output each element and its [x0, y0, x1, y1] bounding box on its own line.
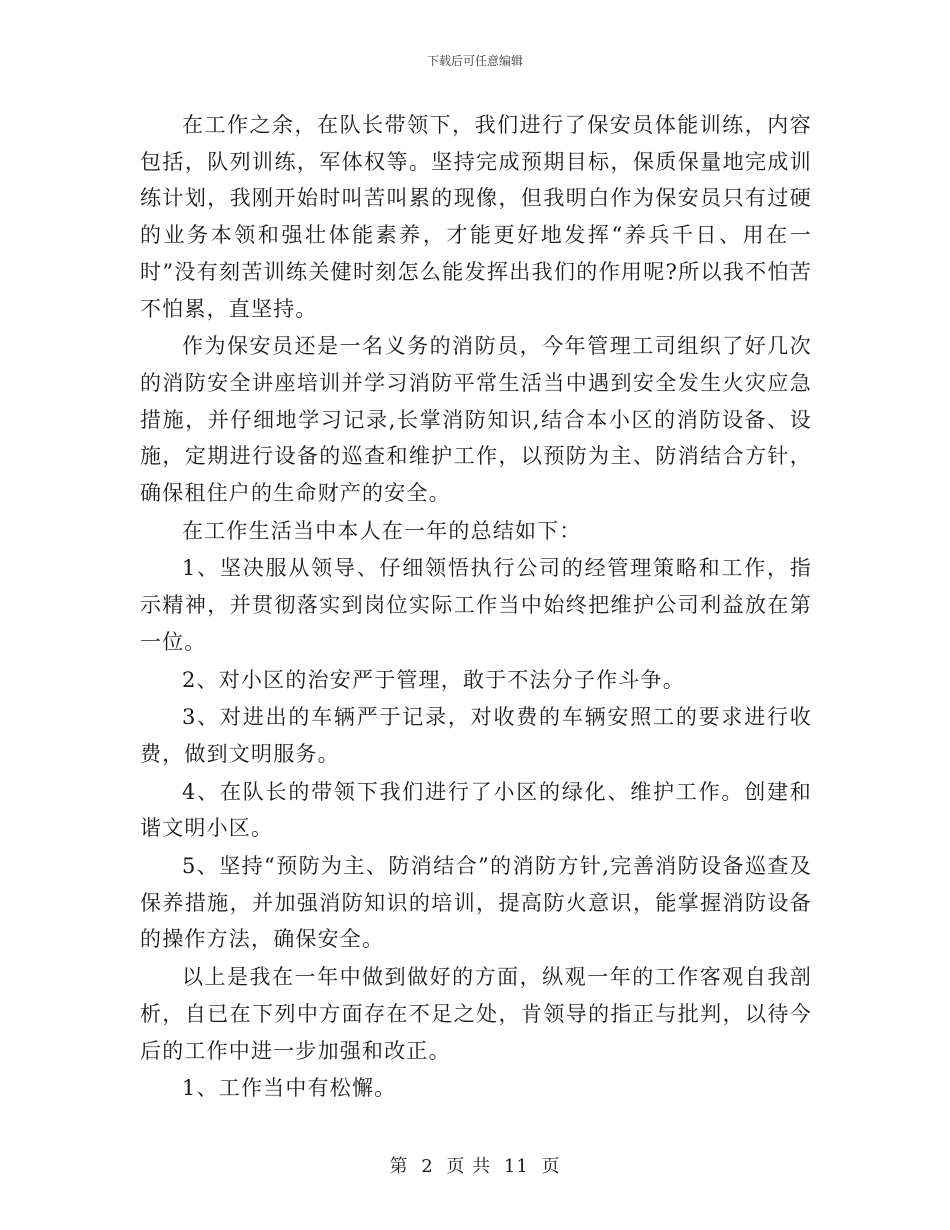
- list-item-1: 1、坚决服从领导、仔细领悟执行公司的经管理策略和工作，指示精神，并贯彻落实到岗位实际工作当中始终把维护公司利益放在第一位。: [140, 556, 812, 654]
- footer-current-page: 2: [421, 1156, 434, 1177]
- list-item-3: 3、对进出的车辆严于记录，对收费的车辆安照工的要求进行收费，做到文明服务。: [140, 705, 812, 766]
- footer-prefix: 第: [389, 1156, 409, 1177]
- paragraph-training: 在工作之余，在队长带领下，我们进行了保安员体能训练，内容包括，队列训练，军体权等。坚持完成预期目标，保质保量地完成训练计划，我刚开始时叫苦叫累的现像，但我明白作为保安员只有过硬的业务本领和强壮体能素养，才能更好地发挥“养兵千日、用在一时”没有刻苦训练关健时刻怎么能发挥出我们的作用呢?所以我不怕苦不怕累，直坚持。: [140, 113, 812, 321]
- paragraph-fire-safety: 作为保安员还是一名义务的消防员，今年管理工司组织了好几次的消防安全讲座培训并学习消防平常生活当中遇到安全发生火灾应急措施，并仔细地学习记录,长掌消防知识,结合本小区的消防设备、设施，定期进行设备的巡查和维护工作，以预防为主、防消结合方针，确保租住户的生命财产的安全。: [140, 334, 812, 506]
- paragraph-summary-intro: 在工作生活当中本人在一年的总结如下：: [182, 518, 582, 543]
- page-footer: [0, 1152, 950, 1178]
- footer-total-pages: 11: [503, 1156, 529, 1177]
- list-item-2: 2、对小区的治安严于管理，敢于不法分子作斗争。: [182, 667, 685, 692]
- document-body: [140, 107, 812, 1108]
- list-item-5: 5、坚持“预防为主、防消结合”的消防方针,完善消防设备巡查及保养措施，并加强消防知识的培训，提高防火意识，能掌握消防设备的操作方法，确保安全。: [140, 854, 812, 952]
- footer-middle: 页 共: [446, 1156, 492, 1177]
- shortcoming-item-1: 1、工作当中有松懈。: [182, 1076, 397, 1101]
- paragraph-shortcomings-intro: 以上是我在一年中做到做好的方面，纵观一年的工作客观自我剖析，自已在下列中方面存在不足之处，肯领导的指正与批判，以待今后的工作中进一步加强和改正。: [140, 965, 812, 1063]
- footer-suffix: 页: [541, 1156, 561, 1177]
- list-item-4: 4、在队长的带领下我们进行了小区的绿化、维护工作。创建和谐文明小区。: [140, 779, 812, 841]
- page-header-note: 下载后可任意编辑: [426, 54, 523, 68]
